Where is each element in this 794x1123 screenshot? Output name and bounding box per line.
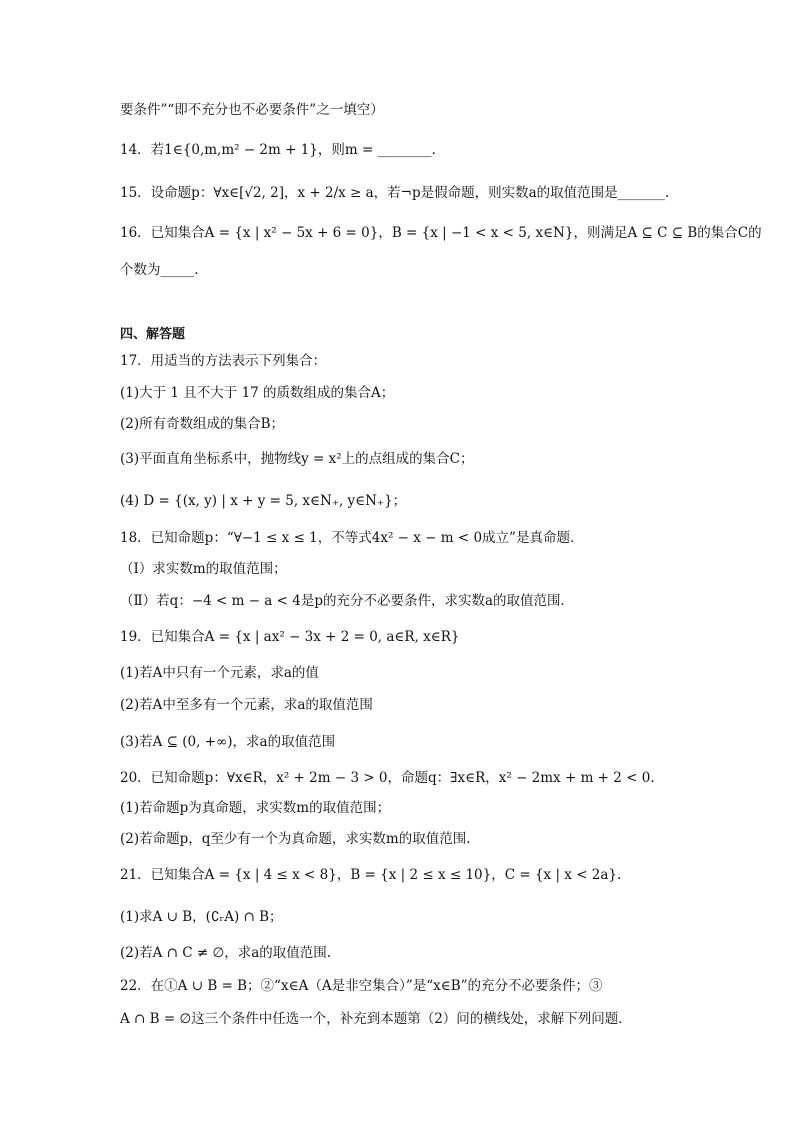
question-19-part-3: (3)若A ⊆ (0, +∞)，求a的取值范围 xyxy=(120,734,336,750)
text-line-continuation: 要条件”“即不充分也不必要条件”之一填空） xyxy=(120,102,384,118)
question-21-part-2: (2)若A ∩ C ≠ ∅，求a的取值范围. xyxy=(120,945,332,961)
question-19-part-1: (1)若A中只有一个元素，求a的值 xyxy=(120,665,319,681)
question-15: 15．设命题p：∀x∈[√2, 2]，x + 2/x ≥ a，若¬p是假命题，则实数a的取值范围是_______. xyxy=(120,185,670,201)
question-17-part-4: (4) D = {(x, y) | x + y = 5, x∈N₊, y∈N₊}； xyxy=(120,493,407,509)
question-22-cont: A ∩ B = ∅这三个条件中任选一个，补充到本题第（2）问的横线处，求解下列问题． xyxy=(120,1011,632,1027)
question-18-part-1: （Ⅰ）求实数m的取值范围； xyxy=(120,561,287,577)
question-19-part-2: (2)若A中至多有一个元素，求a的取值范围 xyxy=(120,697,373,713)
question-20-part-2: (2)若命题p，q至少有一个为真命题，求实数m的取值范围. xyxy=(120,831,471,847)
question-16: 16．已知集合A = {x | x² − 5x + 6 = 0}，B = {x | −1 < x < 5, x∈N}，则满足A ⊆ C ⊆ B的集合C的 xyxy=(120,225,762,241)
question-16-cont: 个数为_____. xyxy=(120,262,199,278)
question-18-part-2: （Ⅱ）若q：−4 < m − a < 4是p的充分不必要条件，求实数a的取值范围． xyxy=(120,593,575,609)
question-14: 14．若1∈{0,m,m² − 2m + 1}，则m = ________． xyxy=(120,142,446,158)
question-20: 20．已知命题p：∀x∈R，x² + 2m − 3 > 0，命题q：∃x∈R，x² − 2mx + m + 2 < 0. xyxy=(120,770,655,786)
question-21: 21．已知集合A = {x | 4 ≤ x < 8}，B = {x | 2 ≤ x ≤ 10}，C = {x | x < 2a}. xyxy=(120,867,622,883)
section-heading: 四、解答题 xyxy=(120,327,186,342)
question-20-part-1: (1)若命题p为真命题，求实数m的取值范围； xyxy=(120,800,391,816)
question-18: 18．已知命题p：“∀−1 ≤ x ≤ 1，不等式4x² − x − m < 0成立”是真命题． xyxy=(120,530,584,546)
question-22: 22．在①A ∪ B = B；②“x∈A（A是非空集合）”是“x∈B”的充分不必要条件；③ xyxy=(120,978,603,994)
question-17-part-2: (2)所有奇数组成的集合B； xyxy=(120,416,285,432)
question-17: 17．用适当的方法表示下列集合： xyxy=(120,353,327,369)
question-17-part-1: (1)大于 1 且不大于 17 的质数组成的集合A； xyxy=(120,385,395,401)
question-19: 19．已知集合A = {x | ax² − 3x + 2 = 0, a∈R, x∈R} xyxy=(120,629,460,645)
question-21-part-1: (1)求A ∪ B，(∁ᵣA) ∩ B； xyxy=(120,909,283,925)
question-17-part-3: (3)平面直角坐标系中，抛物线y = x²上的点组成的集合C； xyxy=(120,451,474,467)
